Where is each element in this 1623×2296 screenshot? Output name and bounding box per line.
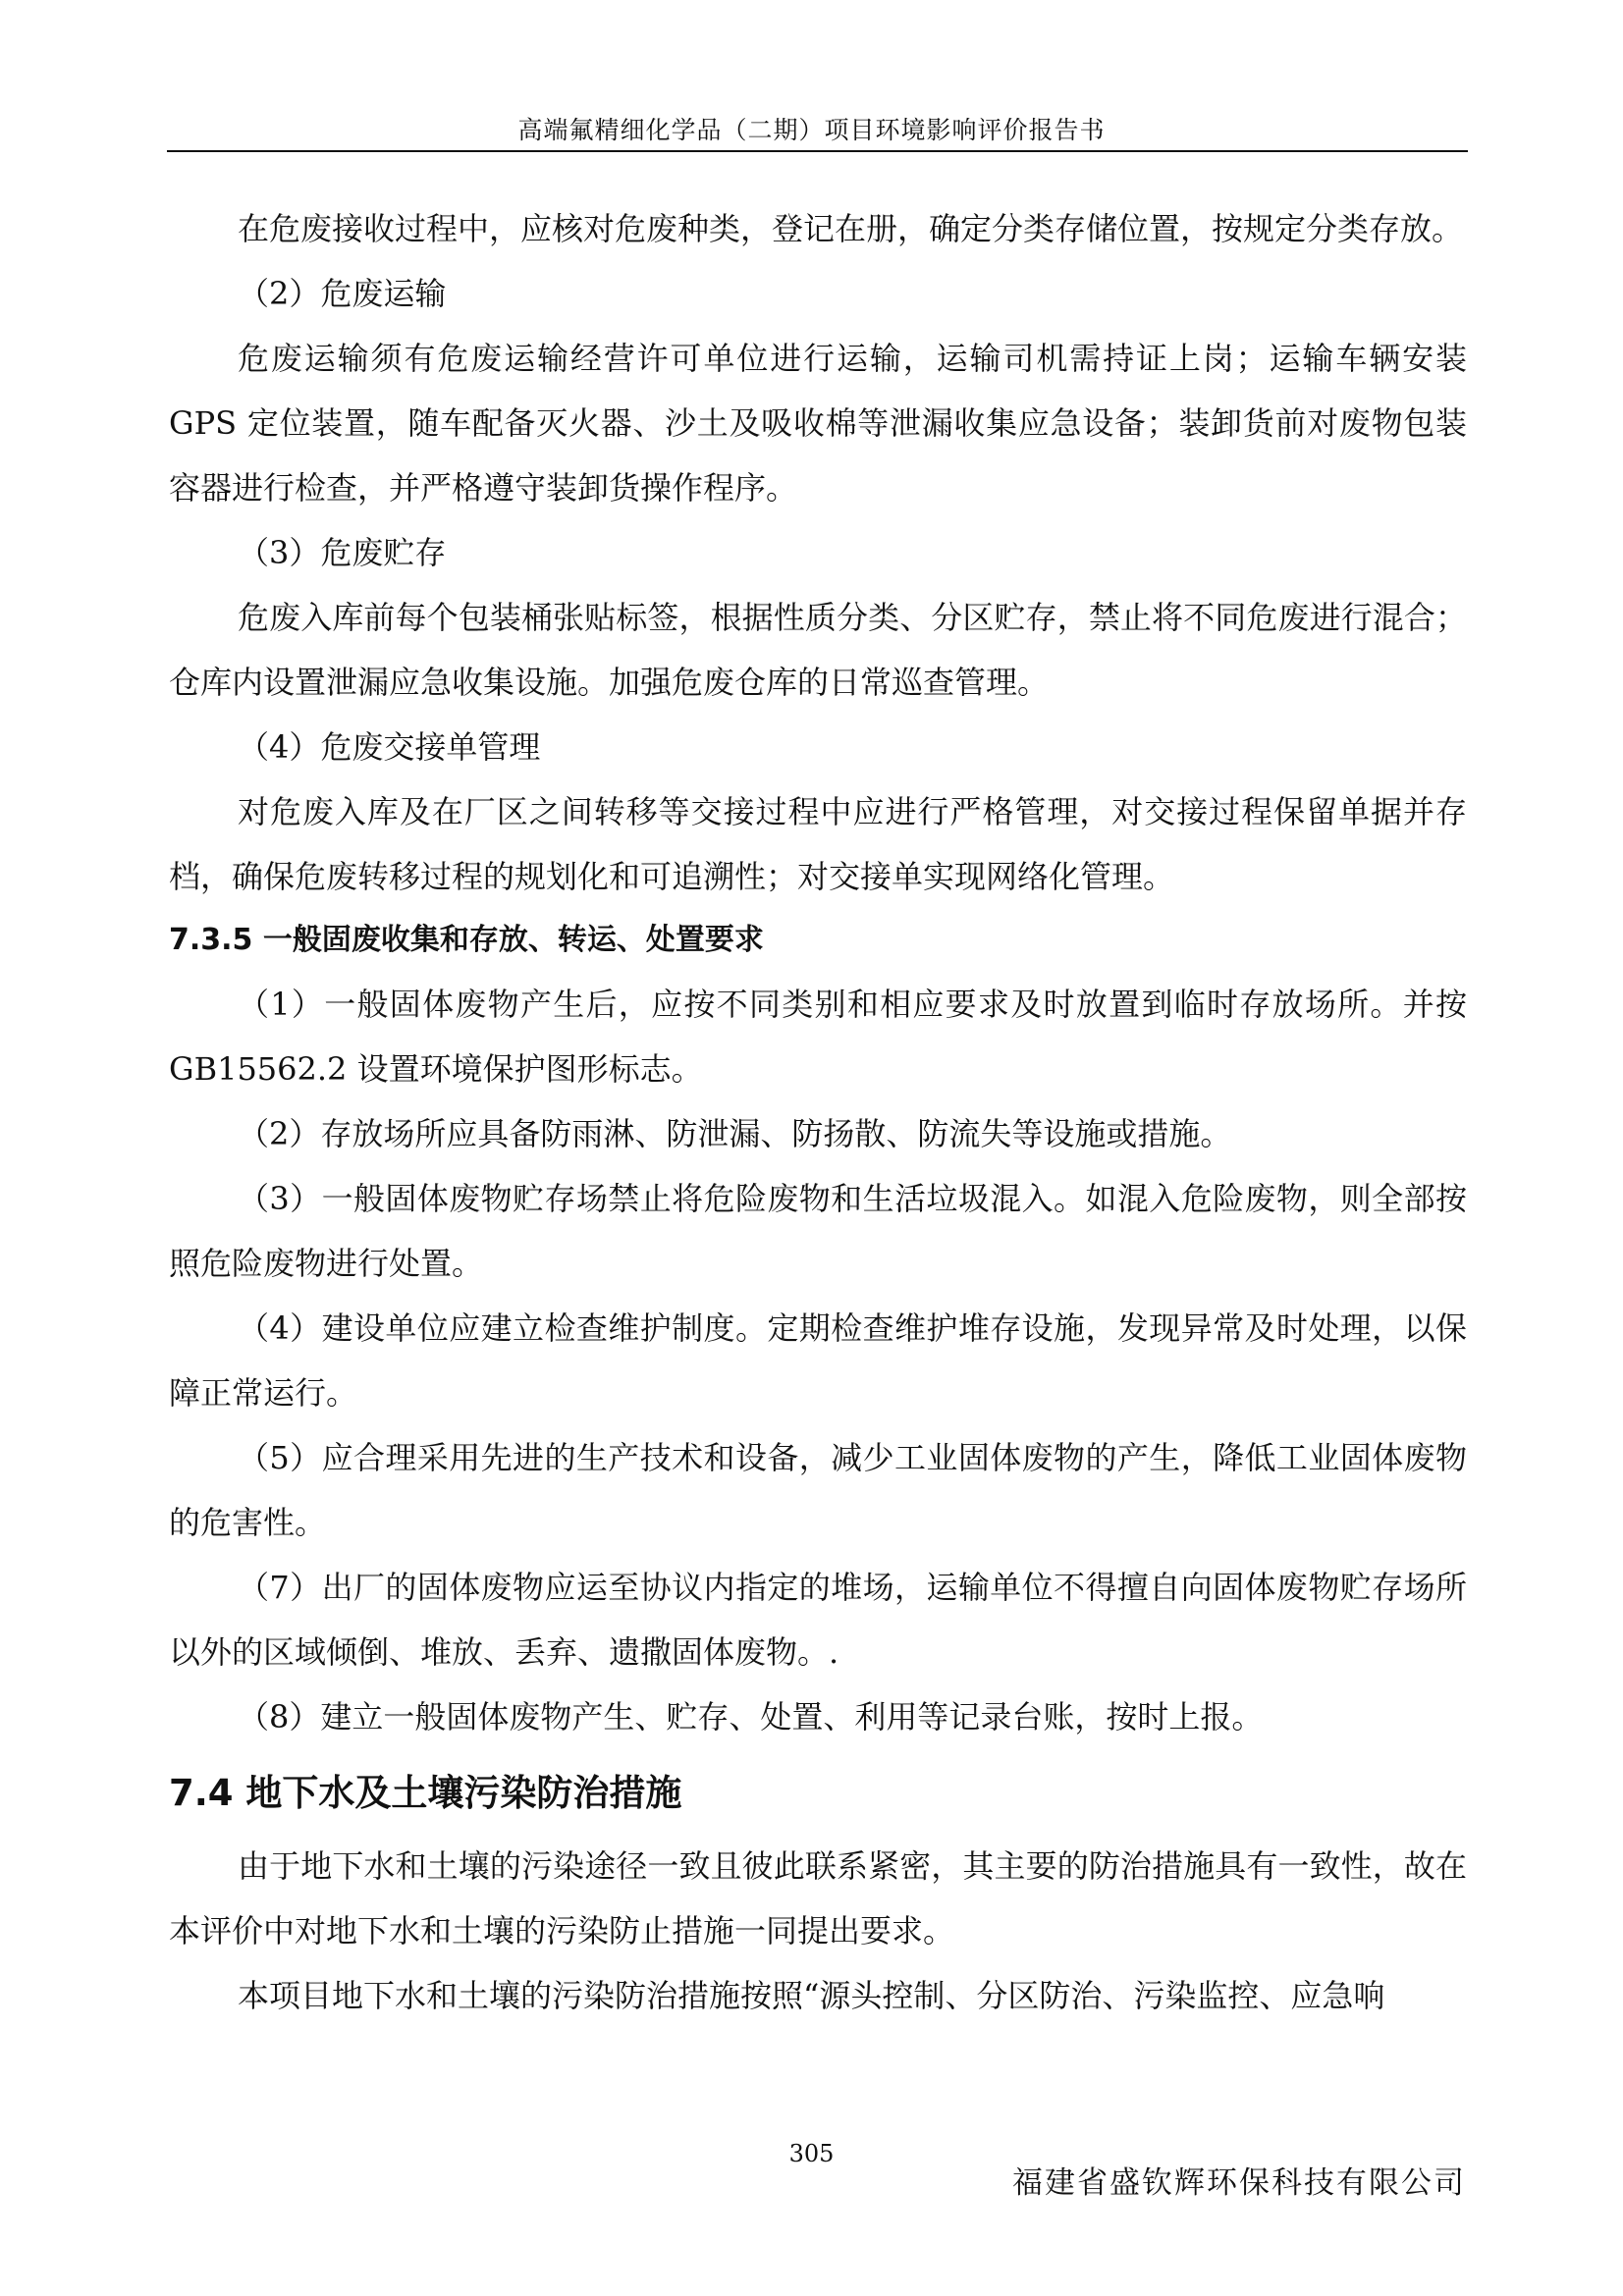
paragraph-groundwater-measures: 本项目地下水和土壤的污染防治措施按照“源头控制、分区防治、污染监控、应急响 xyxy=(238,1977,1385,2014)
header-divider xyxy=(167,150,1468,152)
item-heading-handover: （4）危废交接单管理 xyxy=(238,728,541,766)
item-heading-transport: （2）危废运输 xyxy=(238,275,447,312)
paragraph-transport: 危废运输须有危废运输经营许可单位进行运输，运输司机需持证上岗；运输车辆安装GPS 定位装置，随车配备灭火器、沙土及吸收棉等泄漏收集应急设备；装卸货前对废物包装容器进行检查，并严格遵守装卸货操作程序。 xyxy=(169,340,1467,507)
running-header-title: 高端氟精细化学品（二期）项目环境影响评价报告书 xyxy=(517,116,1106,144)
paragraph-groundwater-intro: 由于地下水和土壤的污染途径一致且彼此联系紧密，其主要的防治措施具有一致性，故在本评价中对地下水和土壤的污染防止措施一同提出要求。 xyxy=(169,1847,1467,1949)
paragraph-handover: 对危废入库及在厂区之间转移等交接过程中应进行严格管理，对交接过程保留单据并存档，确保危废转移过程的规划化和可追溯性；对交接单实现网络化管理。 xyxy=(169,793,1467,895)
section-heading-7-4: 7.4 地下水及土壤污染防治措施 xyxy=(169,1772,682,1814)
subsection-heading-7-3-5: 7.3.5 一般固废收集和存放、转运、处置要求 xyxy=(169,923,764,957)
document-body xyxy=(169,196,1467,2028)
list-item: （1）一般固体废物产生后，应按不同类别和相应要求及时放置到临时存放场所。并按GB15562.2 设置环境保护图形标志。 xyxy=(169,986,1467,1088)
item-heading-storage: （3）危废贮存 xyxy=(238,534,447,571)
paragraph-receiving: 在危废接收过程中，应核对危废种类，登记在册，确定分类存储位置，按规定分类存放。 xyxy=(238,210,1464,247)
paragraph-storage: 危废入库前每个包装桶张贴标签，根据性质分类、分区贮存，禁止将不同危废进行混合；仓库内设置泄漏应急收集设施。加强危废仓库的日常巡查管理。 xyxy=(169,599,1467,701)
list-item: （4）建设单位应建立检查维护制度。定期检查维护堆存设施，发现异常及时处理，以保障正常运行。 xyxy=(169,1309,1467,1412)
list-item: （7）出厂的固体废物应运至协议内指定的堆场，运输单位不得擅自向固体废物贮存场所以外的区域倾倒、堆放、丢弃、遗撒固体废物。. xyxy=(169,1569,1467,1671)
list-item: （2）存放场所应具备防雨淋、防泄漏、防扬散、防流失等设施或措施。 xyxy=(238,1115,1232,1152)
list-item: （5）应合理采用先进的生产技术和设备，减少工业固体废物的产生，降低工业固体废物的危害性。 xyxy=(169,1439,1467,1541)
company-name: 福建省盛钦辉环保科技有限公司 xyxy=(1012,2165,1466,2201)
list-item: （8）建立一般固体废物产生、贮存、处置、利用等记录台账，按时上报。 xyxy=(238,1698,1264,1735)
list-item: （3）一般固体废物贮存场禁止将危险废物和生活垃圾混入。如混入危险废物，则全部按照危险废物进行处置。 xyxy=(169,1180,1467,1282)
page-number: 305 xyxy=(788,2140,835,2167)
